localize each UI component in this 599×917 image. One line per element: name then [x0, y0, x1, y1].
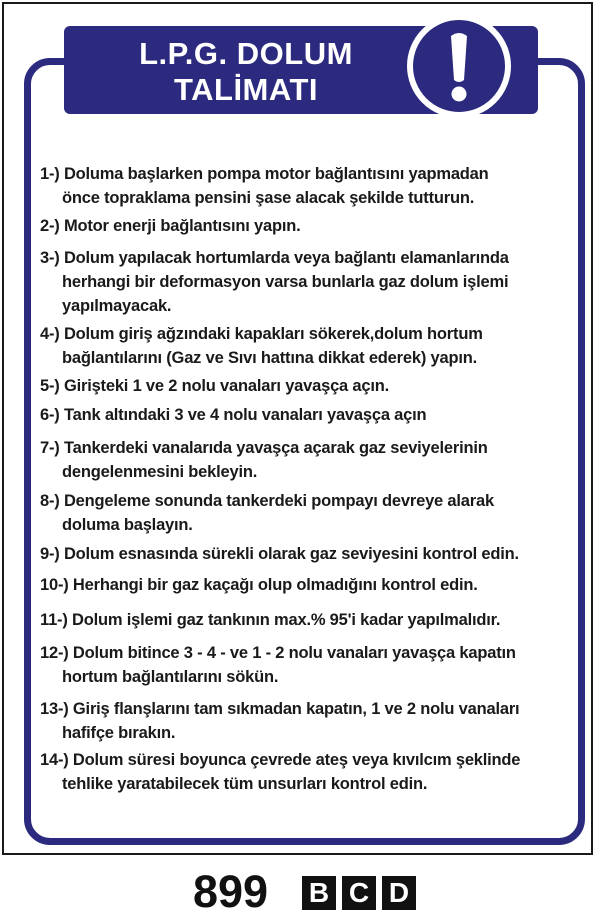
- step-line: 5-) Girişteki 1 ve 2 nolu vanaları yavaşça açın.: [40, 377, 390, 395]
- step-line: 3-) Dolum yapılacak hortumlarda veya bağlantı elamanlarında: [40, 249, 509, 267]
- step-line: tehlike yaratabilecek tüm unsurları kontrol edin.: [62, 775, 428, 793]
- product-code: 899: [193, 866, 269, 917]
- step-line: 10-) Herhangi bir gaz kaçağı olup olmadığını kontrol edin.: [40, 576, 478, 594]
- step-item: [40, 573, 478, 597]
- step-line: dengelenmesini bekleyin.: [62, 463, 258, 481]
- step-item: [40, 246, 509, 318]
- step-line: 11-) Dolum işlemi gaz tankının max.% 95'i kadar yapılmalıdır.: [40, 611, 501, 629]
- step-item: [40, 641, 516, 689]
- step-line: 1-) Doluma başlarken pompa motor bağlantısını yapmadan: [40, 165, 489, 183]
- step-item: [40, 162, 489, 210]
- step-item: [40, 608, 500, 632]
- step-item: [40, 322, 483, 370]
- step-item: [40, 403, 426, 427]
- class-letter-b: B: [302, 876, 336, 910]
- safety-sign: [2, 2, 593, 855]
- step-line: doluma başlayın.: [62, 516, 193, 534]
- step-item: [40, 214, 301, 238]
- step-line: bağlantılarını (Gaz ve Sıvı hattına dikkat ederek) yapın.: [62, 349, 477, 367]
- step-item: [40, 374, 389, 398]
- step-line: hortum bağlantılarını sökün.: [62, 668, 279, 686]
- step-line: 12-) Dolum bitince 3 - 4 - ve 1 - 2 nolu vanaları yavaşça kapatın: [40, 644, 516, 662]
- class-letter-d: D: [382, 876, 416, 910]
- step-item: [40, 489, 494, 537]
- title-line-2: TALİMATI: [173, 72, 319, 107]
- step-line: 4-) Dolum giriş ağzındaki kapakları sökerek,dolum hortum: [40, 325, 483, 343]
- title-line-1: L.P.G. DOLUM: [139, 36, 353, 71]
- step-line: 8-) Dengeleme sonunda tankerdeki pompayı devreye alarak: [40, 492, 494, 510]
- exclamation-icon: [407, 14, 511, 118]
- step-item: [40, 436, 488, 484]
- step-line: 2-) Motor enerji bağlantısını yapın.: [40, 217, 301, 235]
- step-line: 7-) Tankerdeki vanalarıda yavaşça açarak gaz seviyelerinin: [40, 439, 488, 457]
- step-line: hafifçe bırakın.: [62, 724, 176, 742]
- step-item: [40, 697, 519, 745]
- step-line: yapılmayacak.: [62, 297, 172, 315]
- step-line: 9-) Dolum esnasında sürekli olarak gaz seviyesini kontrol edin.: [40, 545, 519, 563]
- step-line: 6-) Tank altındaki 3 ve 4 nolu vanaları yavaşça açın: [40, 406, 427, 424]
- step-line: 13-) Giriş flanşlarını tam sıkmadan kapatın, 1 ve 2 nolu vanaları: [40, 700, 520, 718]
- step-item: [40, 542, 519, 566]
- class-letter-c: C: [342, 876, 376, 910]
- step-line: 14-) Dolum süresi boyunca çevrede ateş veya kıvılcım şeklinde: [40, 751, 521, 769]
- step-line: önce topraklama pensini şase alacak şekilde tutturun.: [62, 189, 475, 207]
- step-item: [40, 748, 520, 796]
- sign-title: [126, 36, 366, 108]
- step-line: herhangi bir deformasyon varsa bunlarla gaz dolum işlemi: [62, 273, 509, 291]
